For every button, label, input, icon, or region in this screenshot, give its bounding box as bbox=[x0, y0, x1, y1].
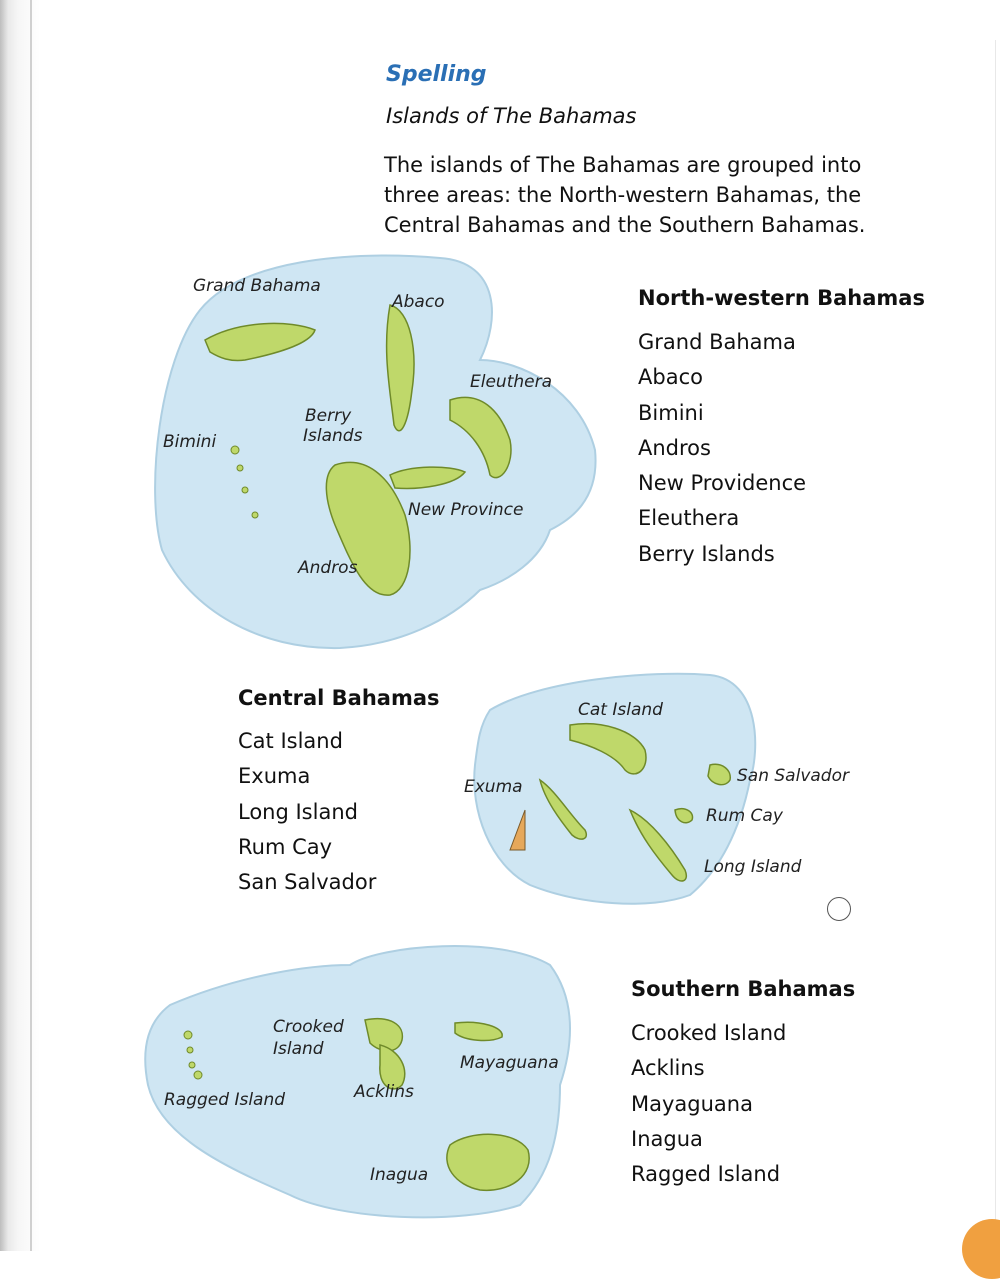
bimini-cay bbox=[237, 465, 243, 471]
map-label-berry-islands-line1: Berry bbox=[305, 406, 352, 426]
northwest-island-list bbox=[638, 325, 806, 572]
ragged-cay bbox=[189, 1062, 195, 1068]
map-label-long-island: Long Island bbox=[704, 857, 802, 877]
central-heading: Central Bahamas bbox=[238, 686, 440, 710]
bimini-cay bbox=[242, 487, 248, 493]
ragged-cay bbox=[187, 1047, 193, 1053]
corner-orange-dot bbox=[962, 1219, 1000, 1279]
map-label-new-province: New Province bbox=[408, 500, 524, 520]
list-item: Acklins bbox=[631, 1056, 705, 1081]
list-item: Bimini bbox=[638, 400, 704, 425]
list-item: Eleuthera bbox=[638, 506, 740, 531]
map-label-exuma: Exuma bbox=[464, 777, 523, 797]
northwest-map bbox=[150, 250, 600, 650]
map-label-eleuthera: Eleuthera bbox=[470, 372, 553, 392]
map-label-berry-islands-line2: Islands bbox=[303, 426, 363, 446]
list-item: Abaco bbox=[638, 365, 703, 390]
map-label-san-salvador: San Salvador bbox=[737, 766, 849, 786]
map-label-rum-cay: Rum Cay bbox=[706, 806, 783, 826]
page-gutter-shadow bbox=[0, 0, 40, 1251]
map-label-grand-bahama: Grand Bahama bbox=[193, 276, 321, 296]
list-item: San Salvador bbox=[238, 870, 377, 895]
page-edge-line bbox=[995, 40, 996, 1220]
list-item: New Providence bbox=[638, 471, 807, 496]
list-item: Ragged Island bbox=[631, 1162, 781, 1187]
central-island-list bbox=[238, 724, 376, 900]
list-item: Andros bbox=[638, 435, 711, 460]
southern-map bbox=[140, 935, 580, 1220]
bimini-cay bbox=[231, 446, 239, 454]
map-label-ragged-island: Ragged Island bbox=[164, 1090, 286, 1110]
map-label-inagua: Inagua bbox=[370, 1165, 429, 1185]
map-label-crooked-island-line2: Island bbox=[273, 1039, 324, 1059]
intro-paragraph: The islands of The Bahamas are grouped into three areas: the North-western Bahamas, the Central Bahamas and the Southern Bahamas. bbox=[384, 153, 866, 237]
map-label-abaco: Abaco bbox=[392, 292, 445, 312]
list-item: Mayaguana bbox=[631, 1091, 753, 1116]
page-binding-line bbox=[30, 0, 32, 1251]
page-subtitle: Islands of The Bahamas bbox=[386, 104, 637, 128]
map-label-cat-island: Cat Island bbox=[578, 700, 663, 720]
southern-heading: Southern Bahamas bbox=[631, 977, 856, 1001]
northwest-heading: North-western Bahamas bbox=[638, 286, 925, 310]
list-item: Grand Bahama bbox=[638, 330, 796, 354]
list-item: Long Island bbox=[238, 799, 358, 824]
section-title: Spelling bbox=[386, 62, 487, 87]
page-number-circle bbox=[827, 897, 851, 921]
southern-island-list bbox=[631, 1016, 786, 1192]
ragged-cay bbox=[184, 1031, 192, 1039]
list-item: Cat Island bbox=[238, 729, 343, 753]
list-item: Berry Islands bbox=[638, 541, 775, 566]
map-label-mayaguana: Mayaguana bbox=[460, 1053, 559, 1073]
list-item: Inagua bbox=[631, 1126, 703, 1151]
list-item: Exuma bbox=[238, 764, 311, 789]
map-label-crooked-island-line1: Crooked bbox=[273, 1017, 344, 1037]
map-label-acklins: Acklins bbox=[354, 1082, 414, 1102]
ragged-cay bbox=[194, 1071, 202, 1079]
central-map bbox=[460, 670, 860, 910]
list-item: Rum Cay bbox=[238, 834, 333, 859]
map-label-bimini: Bimini bbox=[163, 432, 217, 452]
map-label-andros: Andros bbox=[298, 558, 358, 578]
list-item: Crooked Island bbox=[631, 1021, 787, 1045]
bimini-cay bbox=[252, 512, 258, 518]
